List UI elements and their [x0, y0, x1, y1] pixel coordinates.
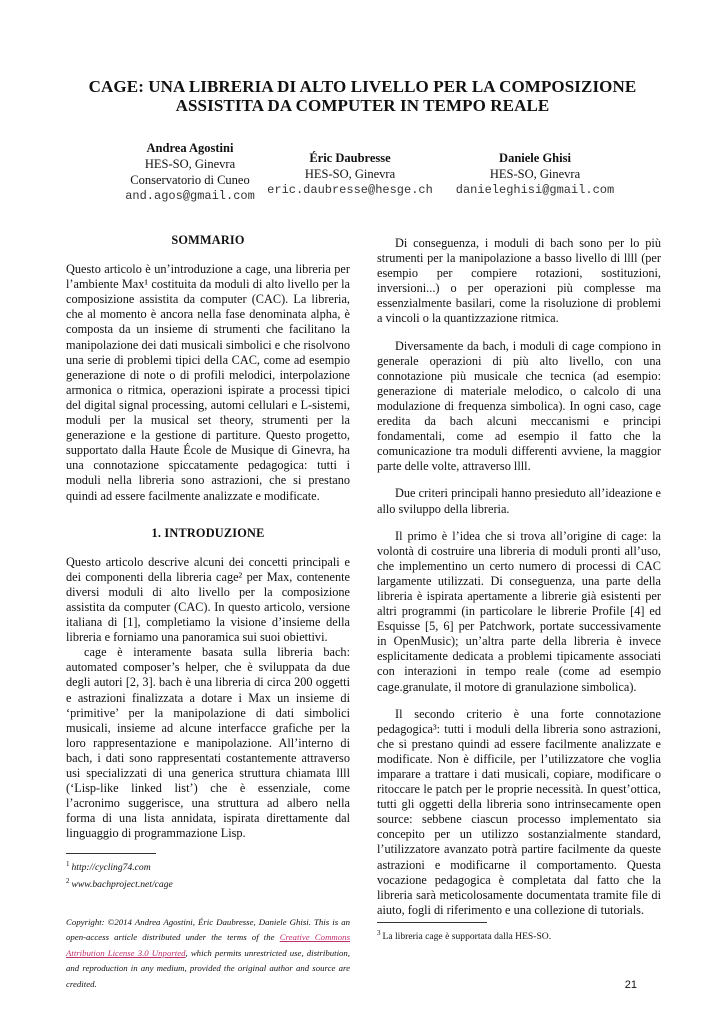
- abstract-text: Questo articolo è un’introduzione a cage, una libreria per l’ambiente Max¹ costituita da moduli di alto livello per la composizione assistita da computer (CAC). La libreria, che al momento è ancora nella fase denominata alpha, è composta da un insieme di strumenti che facilitano la manipolazione dei dati musicali simbolici e che risolvono una serie di problemi tipici della CAC, come ad esempio generazione di note o di profili melodici, interpolazione armonica o ritmica, operazioni ispirate a processi tipici del digital signal processing, automi cellulari e L-sistemi, moduli per la musical set theory, strumenti per la generazione e la gestione di partiture. Questo progetto, supportato dalla Haute École de Musique di Ginevra, ha una connotazione spiccatamente pedagogica: tutti i moduli nella libreria sono astrazioni, che si prestano quindi ad essere facilmente analizzate e modificate.: [66, 262, 350, 503]
- footnote-text: http://cycling74.com: [71, 862, 151, 874]
- footnote-text: La libreria cage è supportata dalla HES-SO.: [382, 931, 552, 943]
- paper-title: [40, 77, 685, 115]
- footnote-1: $^1$ http://cycling74.com: [66, 860, 151, 874]
- intro-paragraph-1: Questo articolo descrive alcuni dei concetti principali e dei componenti della libreria cage² per Max, contenente diversi moduli di alto livello per la composizione assistita da computer (CAC). In questo articolo, versione italiana di [1], completiamo la visione d’insieme della libreria e forniamo una panoramica sui suoi obiettivi.: [66, 554, 350, 645]
- author-affiliation: HES-SO, Ginevra: [304, 167, 396, 181]
- title-line-2: ASSISTITA DA COMPUTER IN TEMPO REALE: [175, 96, 550, 115]
- page-number: 21: [624, 979, 637, 991]
- author-affiliation: Conservatorio di Cuneo: [130, 173, 250, 187]
- body-paragraph: Diversamente da bach, i moduli di cage compiono in generale operazioni di più alto livello, con una connotazione più musicale che tecnica (ad esempio: generazione di materiale melodico, o calcolo di una modulazione di frequenza simbolica). In ogni caso, cage eredita da bach alcuni meccanismi e principi fondamentali, come ad esempio il fatto che la comunicazione tra moduli differenti avviene, la maggior parte delle volte, attraverso llll.: [377, 338, 661, 474]
- intro-paragraph-2: cage è interamente basata sulla libreria bach: automated composer’s helper, che è sviluppata da due degli autori [2, 3]. bach è una libreria di circa 200 oggetti e astrazioni finalizzata a dotare i Max un insieme di ‘primitive’ per la manipolazione di dati simbolici musicali, insieme ad alcune interfacce grafiche per la loro rappresentazione e manipolazione. All’interno di bach, i dati sono rappresentati costantemente attraverso usi specializzati di una generica struttura chiamata llll (‘Lisp-like linked list’) che è essenziale, come l’acronimo suggerisce, una struttura ad albero nella forma di una lista annidata, ispirata direttamente dal linguaggio di programmazione Lisp.: [66, 645, 350, 841]
- footnote-rule: [377, 922, 487, 923]
- introduction-heading: 1. INTRODUZIONE: [151, 525, 265, 540]
- footnote-rule: [66, 853, 156, 854]
- author-email: danieleghisi@gmail.com: [455, 183, 615, 197]
- copyright-notice: [66, 915, 350, 993]
- footnote-3: $^3$ La libreria cage è supportata dalla HES-SO.: [377, 929, 552, 943]
- footnote-2: $^2$ www.bachproject.net/cage: [66, 876, 173, 890]
- copyright-text: , which permits unrestricted use, distribution, and reproduction in any medium, provided the original author and source are credited.: [66, 947, 351, 989]
- left-column: [66, 233, 350, 992]
- author-name: Daniele Ghisi: [499, 151, 571, 165]
- copyright-text: Copyright: ©2014 Andrea Agostini, Éric Daubresse, Daniele Ghisi. This is an open-access article distributed under the terms of the: [66, 916, 350, 943]
- right-footnote-block: [377, 912, 661, 943]
- author-email: and.agos@gmail.com: [125, 189, 255, 203]
- footnote-text: www.bachproject.net/cage: [71, 878, 173, 890]
- body-paragraph: Il primo è l’idea che si trova all’origine di cage: la volontà di costruire una libreria di moduli pronti all’uso, che implementino un certo numero di processi di CAC largamente utilizzati. Di conseguenza, una parte della libreria è ispirata apertamente a librerie già esistenti per altri programmi (in particolare le librerie Profile [4] ed Esquisse [5, 6] per Patchwork, portate successivamente in OpenMusic); un’altra parte della libreria è invece esplicitamente dedicata a problemi tipicamente associati con interazioni in tempo reale (come ad esempio cage.granulate, il motore di granulazione simbolica).: [377, 528, 661, 694]
- body-paragraph: Due criteri principali hanno presieduto all’ideazione e allo sviluppo della libreria.: [377, 486, 661, 516]
- author-name: Andrea Agostini: [146, 141, 234, 155]
- author-email: eric.daubresse@hesge.ch: [267, 183, 433, 197]
- license-link[interactable]: Creative Commons Attribution License 3.0 Unported: [66, 932, 350, 958]
- right-column: [377, 236, 661, 930]
- author-affiliation: HES-SO, Ginevra: [144, 157, 236, 171]
- abstract-heading: SOMMARIO: [171, 233, 245, 247]
- body-paragraph: Il secondo criterio è una forte connotazione pedagogica³: tutti i moduli della libreria sono astrazioni, che si prestano quindi ad essere facilmente analizzate e modificate. Non è difficile, per l’utilizzatore che voglia imparare a trattare i dati musicali, copiare, modificare o ritoccare le patch per le proprie necessità. In quest’ottica, tutti gli oggetti della libreria sono intrinsecamente open source: sebbene ciascun processo implementato sia concepito per un utilizzo sostanzialmente standard, l’utilizzatore avanzato potrà partire facilmente da queste astrazioni e modificarne il comportamento. Questa vocazione pedagogica è completata dal fatto che la libreria sarà meticolosamente documentata tramite file di aiuto, fogli di riferimento e una collezione di tutorials.: [377, 706, 661, 917]
- author-block-daubresse: [250, 150, 450, 198]
- body-paragraph: Di conseguenza, i moduli di bach sono per lo più strumenti per la manipolazione a basso livello di llll (per esempio per compiere rotazioni, sostituzioni, inversioni...) o per operazioni più complesse ma essenzialmente basilari, come la risoluzione di problemi a vincoli o la quantizzazione ritmica.: [377, 236, 661, 326]
- author-block-ghisi: [435, 150, 635, 198]
- author-name: Éric Daubresse: [309, 151, 391, 165]
- author-affiliation: HES-SO, Ginevra: [489, 167, 581, 181]
- title-line-1: CAGE: UNA LIBRERIA DI ALTO LIVELLO PER LA COMPOSIZIONE: [88, 77, 637, 96]
